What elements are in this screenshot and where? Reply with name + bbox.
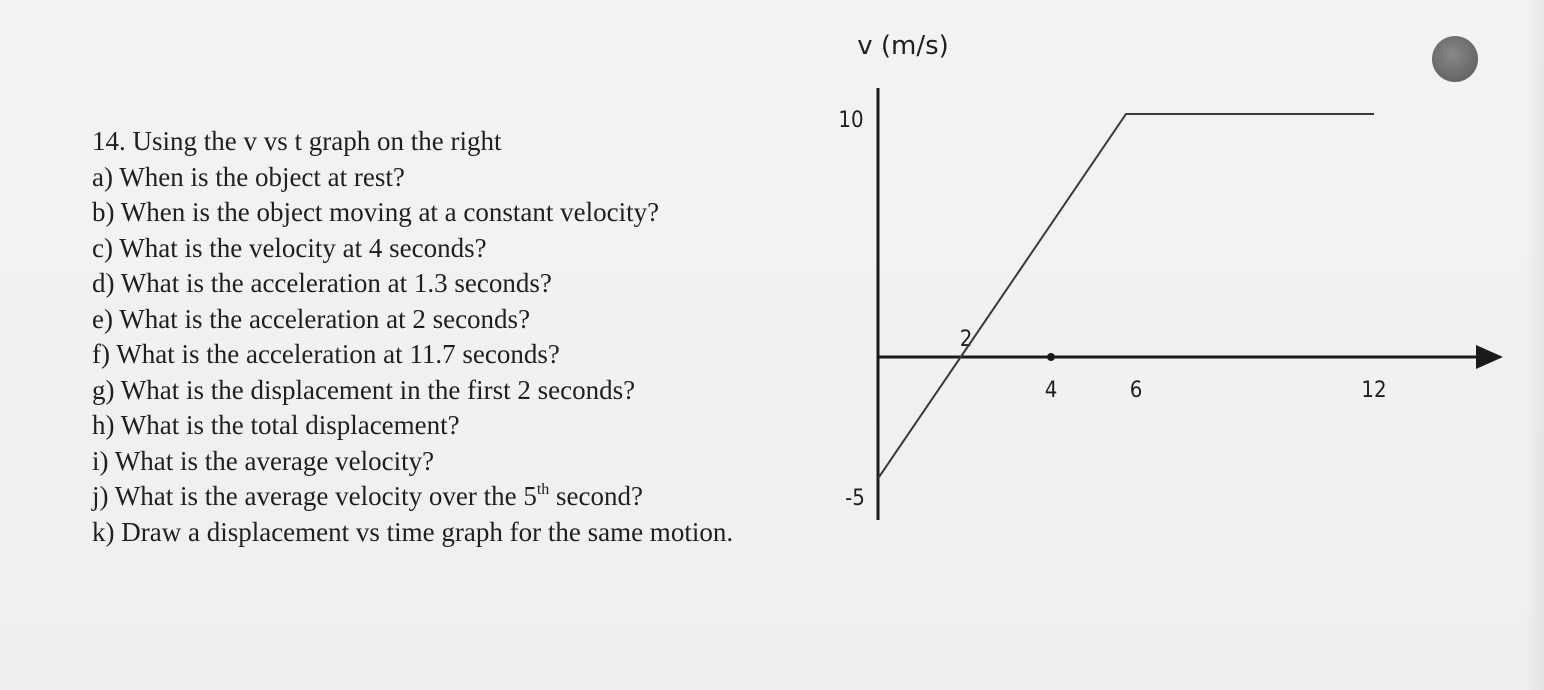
question-part-c: c) What is the velocity at 4 seconds? xyxy=(92,232,487,263)
question-part-e: e) What is the acceleration at 2 seconds? xyxy=(92,303,531,334)
question-part-d: d) What is the acceleration at 1.3 seconds? xyxy=(92,268,552,298)
x-tick-label-4: 4 xyxy=(1044,378,1058,403)
x-tick-label-12: 12 xyxy=(1361,378,1387,403)
x-tick-dot-4 xyxy=(1047,353,1055,361)
question-part-j: j) What is the average velocity over the 5th second? xyxy=(92,481,643,511)
question-part-a: a) When is the object at rest? xyxy=(92,161,405,192)
question-part-b: b) When is the object moving at a constant velocity? xyxy=(92,197,660,227)
y-tick-label-10: 10 xyxy=(838,108,864,133)
question-part-f: f) What is the acceleration at 11.7 seconds? xyxy=(92,339,560,369)
velocity-line-series-0 xyxy=(878,114,1374,479)
question-part-h: h) What is the total displacement? xyxy=(92,410,460,440)
x-tick-label-2: 2 xyxy=(959,327,973,352)
v-axis-label: v (m/s) xyxy=(857,31,949,61)
question-part-g: g) What is the displacement in the first 2 seconds? xyxy=(92,374,636,405)
x-tick-label-6: 6 xyxy=(1129,378,1143,403)
series-layer xyxy=(878,114,1374,479)
y-tick-label-neg5: -5 xyxy=(845,486,865,511)
question-part-i: i) What is the average velocity? xyxy=(92,445,435,476)
question-part-k: k) Draw a displacement vs time graph for the same motion. xyxy=(92,516,734,547)
question-heading: 14. Using the v vs t graph on the right xyxy=(92,126,502,156)
